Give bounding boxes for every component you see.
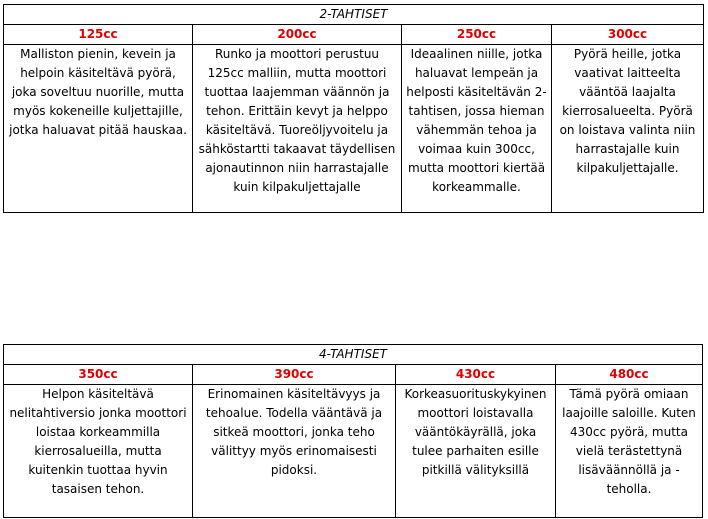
two-stroke-title: 2-TAHTISET (4, 5, 704, 25)
description-125cc: Malliston pienin, kevein ja helpoin käsiteltävä pyörä, joka soveltuu nuorille, mutta myös kokeneille kuljettajille, jotka haluavat pitää hauskaa. (4, 45, 193, 213)
size-header-300cc: 300cc (552, 25, 704, 45)
description-430cc: Korkeasuorituskykyinen moottori loistavalla vääntökäyrällä, joka tulee parhaiten esille pitkillä välityksillä (396, 385, 556, 518)
description-350cc: Helpon käsiteltävä nelitahtiversio jonka moottori loistaa korkeammilla kierrosalueilla, mutta kuitenkin tuottaa hyvin tasaisen tehon. (4, 385, 193, 518)
size-header-350cc: 350cc (4, 365, 193, 385)
four-stroke-table (3, 344, 703, 518)
description-480cc: Tämä pyörä omiaan laajoille saloille. Kuten 430cc pyörä, mutta vielä terästettynä lisäväännöllä ja -teholla. (556, 385, 703, 518)
size-header-390cc: 390cc (193, 365, 396, 385)
size-header-125cc: 125cc (4, 25, 193, 45)
description-200cc: Runko ja moottori perustuu 125cc malliin, mutta moottori tuottaa laajemman väännön ja tehon. Erittäin kevyt ja helppo käsiteltävä. Tuoreöljyvoitelu ja sähköstartti takaavat täydellisen ajonautinnon niin harrastajalle kuin kilpakuljettajalle (193, 45, 402, 213)
two-stroke-table (3, 4, 704, 213)
description-300cc: Pyörä heille, jotka vaativat laitteelta vääntöä laajalta kierrosalueelta. Pyörä on loistava valinta niin harrastajalle kuin kilpakuljettajalle. (552, 45, 704, 213)
description-390cc: Erinomainen käsiteltävyys ja tehoalue. Todella vääntävä ja sitkeä moottori, jonka teho välittyy myös erinomaisesti pidoksi. (193, 385, 396, 518)
size-header-250cc: 250cc (402, 25, 552, 45)
size-header-430cc: 430cc (396, 365, 556, 385)
four-stroke-title: 4-TAHTISET (4, 345, 703, 365)
size-header-480cc: 480cc (556, 365, 703, 385)
size-header-200cc: 200cc (193, 25, 402, 45)
description-250cc: Ideaalinen niille, jotka haluavat lempeän ja helposti käsiteltävän 2-tahtisen, jossa hieman vähemmän tehoa ja voimaa kuin 300cc, mutta moottori kiertää korkeammalle. (402, 45, 552, 213)
